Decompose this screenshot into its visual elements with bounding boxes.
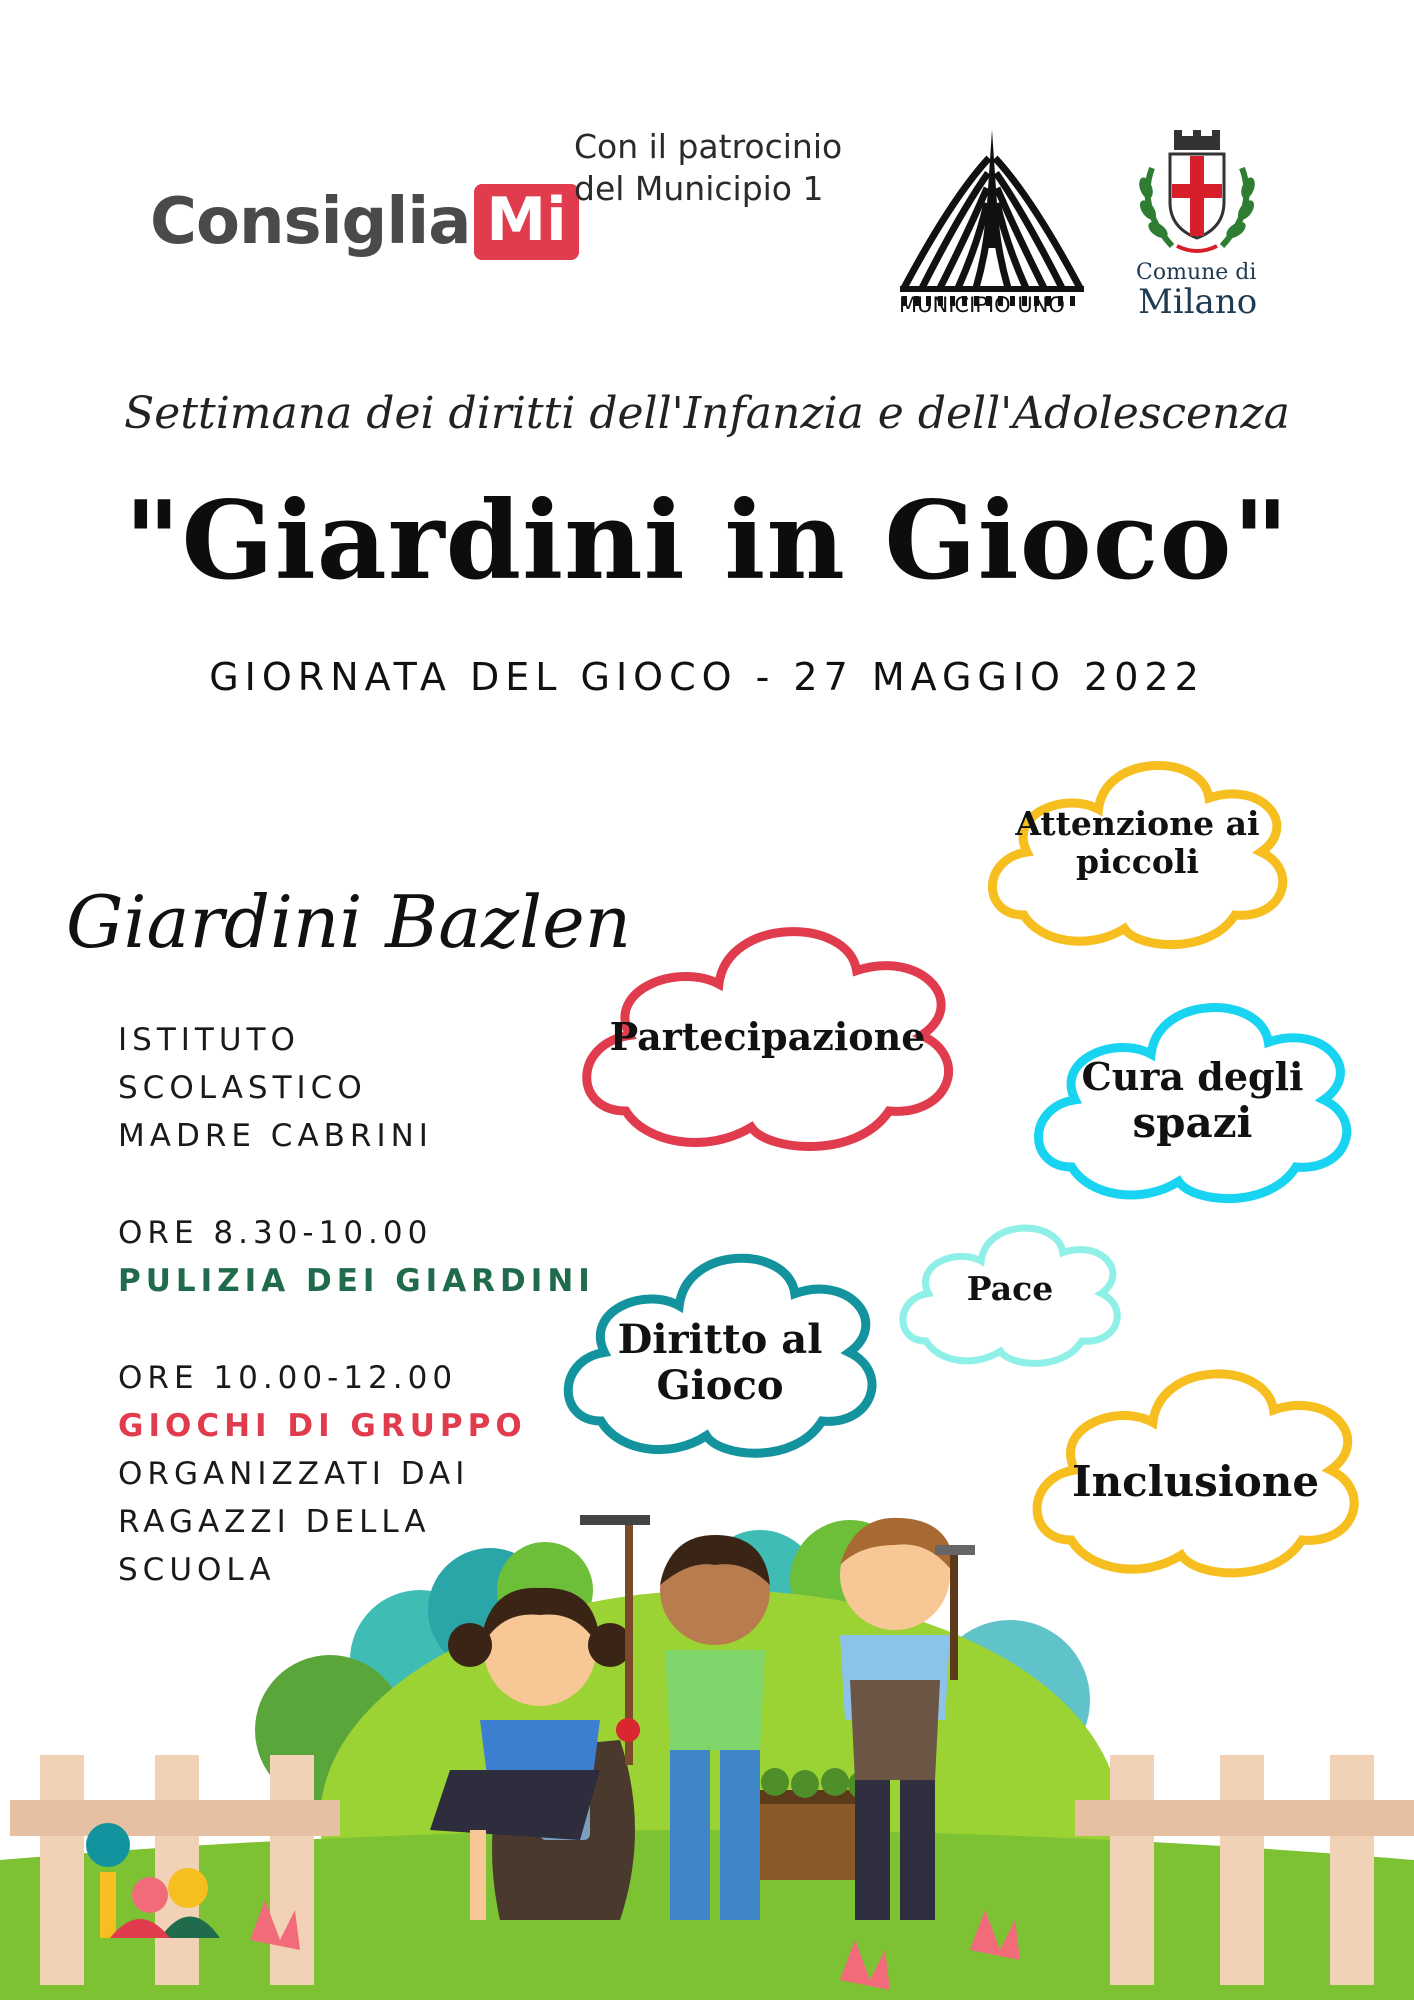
info-line-organized: ORGANIZZATI DAI bbox=[118, 1456, 470, 1492]
cloud-pace-label: Pace bbox=[966, 1269, 1054, 1308]
info-activity-1: PULIZIA DEI GIARDINI bbox=[118, 1263, 595, 1299]
cloud-attenzione-line-1: Attenzione ai bbox=[1015, 804, 1260, 843]
cloud-inclusione bbox=[1018, 1340, 1373, 1590]
info-time-1: ORE 8.30-10.00 bbox=[118, 1215, 433, 1251]
cloud-diritto-line-1: Diritto al bbox=[617, 1316, 823, 1363]
venue-name: Giardini Bazlen bbox=[66, 880, 632, 964]
cloud-attenzione-line-2: piccoli bbox=[1076, 841, 1199, 881]
cloud-diritto bbox=[550, 1225, 890, 1470]
info-line-institute: ISTITUTO bbox=[118, 1022, 300, 1058]
comune-label-big: Milano bbox=[1138, 282, 1258, 322]
patronage-line-1: Con il patrocinio bbox=[574, 127, 843, 166]
comune-label-small: Comune di bbox=[1136, 260, 1257, 285]
patronage-line-2: del Municipio 1 bbox=[574, 169, 824, 208]
event-date-line: GIORNATA DEL GIOCO - 27 MAGGIO 2022 bbox=[209, 655, 1205, 699]
info-time-2: ORE 10.00-12.00 bbox=[118, 1360, 458, 1396]
consigliami-logo-word: Consiglia bbox=[150, 185, 471, 259]
municipio-uno-label: MUNICIPIO UNO bbox=[899, 293, 1065, 317]
cloud-partecipazione bbox=[565, 895, 970, 1165]
comune-milano-crest-icon bbox=[1132, 128, 1262, 258]
info-activity-2: GIOCHI DI GRUPPO bbox=[118, 1408, 527, 1444]
consigliami-logo-mi: Mi bbox=[474, 184, 578, 260]
patronage-text bbox=[574, 126, 842, 210]
event-subtitle: Settimana dei diritti dell'Infanzia e dell'Adolescenza bbox=[124, 388, 1290, 439]
cloud-inclusione-label: Inclusione bbox=[1071, 1457, 1320, 1506]
info-line-school-name: MADRE CABRINI bbox=[118, 1118, 433, 1154]
info-line-school-end: SCUOLA bbox=[118, 1552, 276, 1588]
cloud-diritto-line-2: Gioco bbox=[656, 1362, 784, 1409]
cloud-attenzione bbox=[975, 735, 1300, 960]
cloud-cura bbox=[1020, 975, 1365, 1215]
info-line-school: SCOLASTICO bbox=[118, 1070, 367, 1106]
info-line-students: RAGAZZI DELLA bbox=[118, 1504, 431, 1540]
cloud-cura-line-2: spazi bbox=[1132, 1097, 1253, 1147]
cloud-cura-line-1: Cura degli bbox=[1081, 1054, 1304, 1099]
event-title: "Giardini in Gioco" bbox=[124, 478, 1290, 604]
cloud-partecipazione-label: Partecipazione bbox=[609, 1014, 926, 1059]
consigliami-logo bbox=[150, 172, 579, 272]
